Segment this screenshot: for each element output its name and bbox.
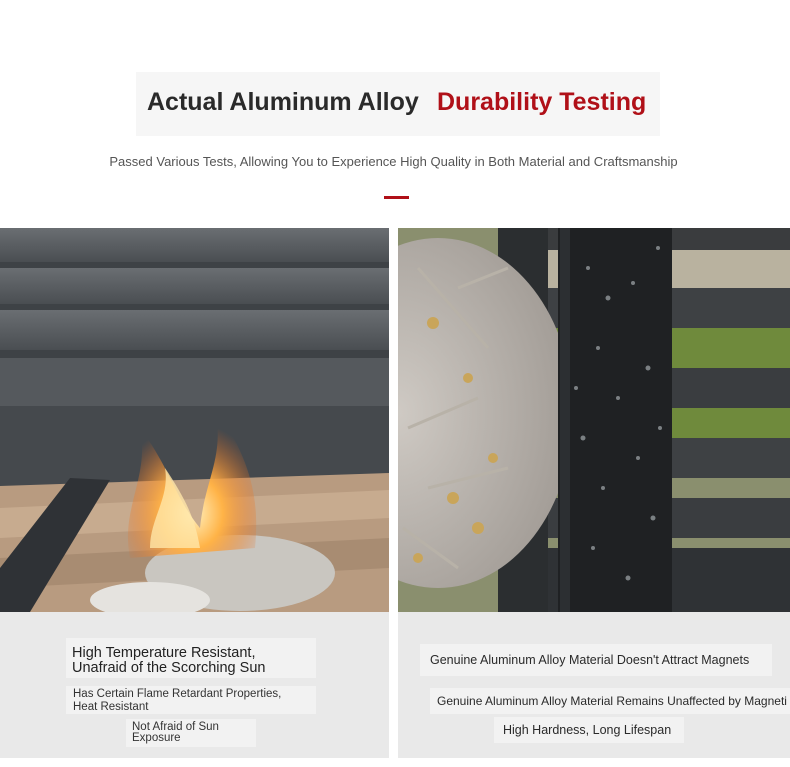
heat-note-line1: Not Afraid of Sun bbox=[132, 721, 219, 733]
heat-note-line2: Exposure bbox=[132, 732, 181, 744]
accent-divider bbox=[384, 196, 409, 199]
heat-detail-line1: Has Certain Flame Retardant Properties, bbox=[73, 688, 282, 700]
page-title: Actual Aluminum Alloy bbox=[147, 88, 419, 116]
page-subtitle: Passed Various Tests, Allowing You to Experience High Quality in Both Material and Craftsmanship bbox=[109, 154, 678, 169]
magnet-water-test-photo bbox=[398, 228, 790, 612]
page-title-highlight: Durability Testing bbox=[437, 88, 647, 116]
magnet-heading: Genuine Aluminum Alloy Material Doesn't Attract Magnets bbox=[430, 653, 750, 667]
heat-detail-line2: Heat Resistant bbox=[73, 701, 149, 713]
flame-test-photo bbox=[0, 228, 389, 612]
magnet-note: High Hardness, Long Lifespan bbox=[503, 723, 672, 737]
heat-heading-line2: Unafraid of the Scorching Sun bbox=[72, 660, 266, 676]
heat-heading-line1: High Temperature Resistant, bbox=[72, 645, 256, 661]
magnet-detail: Genuine Aluminum Alloy Material Remains Unaffected by Magneti bbox=[437, 694, 787, 708]
